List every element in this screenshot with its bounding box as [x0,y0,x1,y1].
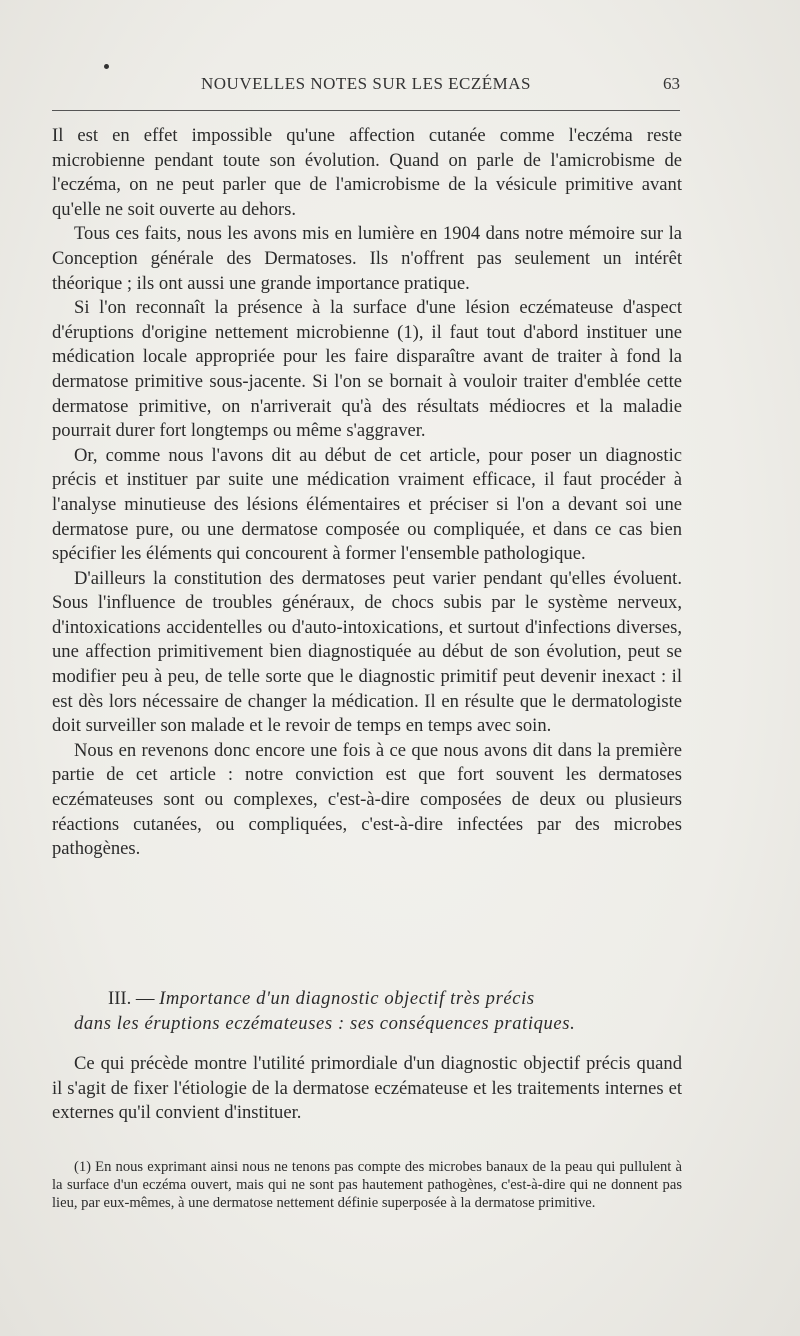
paragraph: Il est en effet impossible qu'une affection cutanée comme l'eczéma reste microbienne pendant toute son évolution. Quand on parle de l'amicrobisme de l'eczéma, on ne peut parler que de l'amicrobisme de la vésicule primitive avant qu'elle ne soit ouverte au dehors. [52,125,682,220]
paragraph: Or, comme nous l'avons dit au début de cet article, pour poser un diagnostic précis et instituer par suite une médication vraiment efficace, il faut procéder à l'analyse minutieuse des lésions élémentaires et préciser si l'on a devant soi une dermatose pure, ou une dermatose composée ou compliquée, et dans ce cas bien spécifier les éléments qui concourent à former l'ensemble pathologique. [52,444,682,565]
paragraph: Nous en revenons donc encore une fois à ce que nous avons dit dans la première partie de cet article : notre conviction est que fort souvent les dermatoses eczémateuses sont ou complexes, c'est-à-dire composées de deux ou plusieurs réactions cutanées, ou compliquées, c'est-à-dire infectées par des microbes pathogènes. [52,739,682,860]
footnote-text: (1) En nous exprimant ainsi nous ne tenons pas compte des microbes banaux de la peau qui pullulent à la surface d'un eczéma ouvert, mais qui ne sont pas hautement pathogènes, c'est-à-dire qui ne donnent pas lieu, par eux-mêmes, à une dermatose nettement définie superposée à la dermatose primitive. [52,1159,682,1211]
main-text [52,124,682,862]
paragraph: Si l'on reconnaît la présence à la surface d'une lésion eczémateuse d'aspect d'éruptions d'origine nettement microbienne (1), il faut tout d'abord instituer une médication locale appropriée pour les faire disparaître avant de traiter à fond la dermatose primitive sous-jacente. Si l'on se bornait à vouloir traiter d'emblée cette dermatose primitive, on n'arriverait qu'à des résultats médiocres et la maladie pourrait durer fort longtemps ou même s'aggraver. [52,297,682,442]
page-header [52,74,680,96]
section-title-part-2: dans les éruptions eczémateuses : ses conséquences pratiques. [74,1013,576,1034]
paragraph: D'ailleurs la constitution des dermatoses peut varier pendant qu'elles évoluent. Sous l'influence de troubles généraux, de chocs subis par le système nerveux, d'intoxications accidentelles ou d'auto-intoxications, et surtout d'infections diverses, une affection primitivement bien diagnostiquée au début de son évolution, peut se modifier peu à peu, de telle sorte que le diagnostic primitif peut devenir inexact : il est dès lors nécessaire de changer la médication. Il en résulte que le dermatologiste doit surveiller son malade et le revoir de temps en temps avec soin. [52,567,682,737]
section-text [52,1052,682,1126]
footnote [52,1158,682,1212]
ink-speck [104,64,109,69]
section-heading-line-1 [52,986,682,1011]
running-title: NOUVELLES NOTES SUR LES ECZÉMAS [200,74,531,93]
paragraph: Tous ces faits, nous les avons mis en lumière en 1904 dans notre mémoire sur la Conception générale des Dermatoses. Ils n'offrent pas seulement un intérêt théorique ; ils ont aussi une grande importance pratique. [52,223,682,294]
header-rule [52,110,680,111]
page-number: 63 [663,74,680,93]
section-title-part-1: Importance d'un diagnostic objectif très précis [159,988,535,1009]
paragraph: Ce qui précède montre l'utilité primordiale d'un diagnostic objectif précis quand il s'agit de fixer l'étiologie de la dermatose eczémateuse et les traitements internes et externes qu'il convient d'instituer. [52,1053,682,1124]
section-heading-line-2 [52,1011,682,1036]
section-heading [52,986,682,1036]
section-number: III. — [108,988,155,1009]
